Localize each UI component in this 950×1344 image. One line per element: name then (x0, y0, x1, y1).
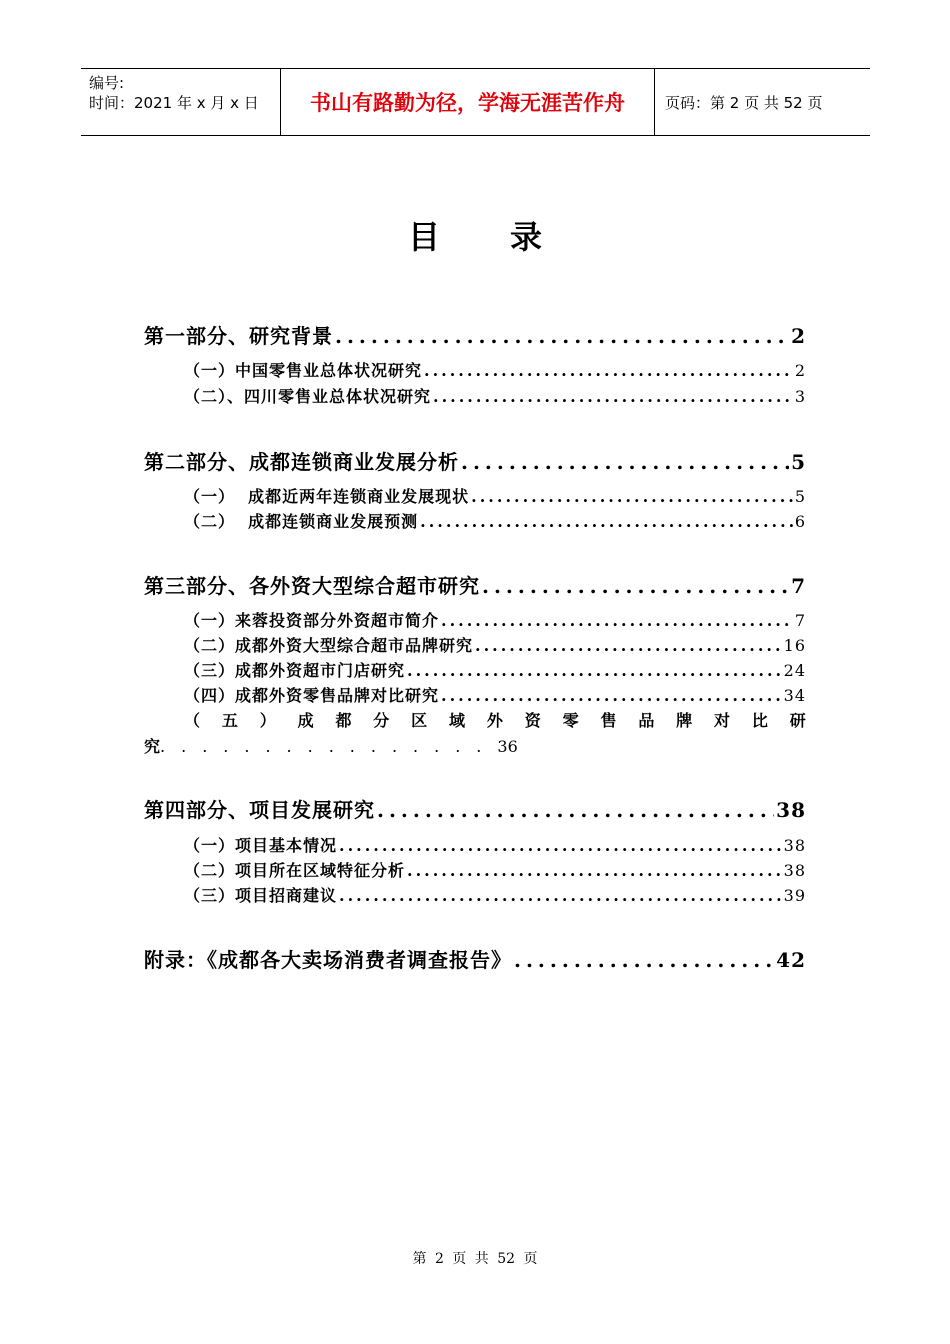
toc-item5-char: 售 (600, 711, 617, 730)
toc-leader (424, 361, 793, 380)
toc-item-label: （二） 成都连锁商业发展预测 (184, 512, 419, 531)
toc-item5-char: 分 (373, 711, 390, 730)
toc-leader (377, 798, 774, 822)
toc-item-page: 24 (783, 661, 806, 680)
toc-leader (335, 324, 789, 348)
toc-leader (441, 686, 782, 705)
toc-part3[interactable] (144, 570, 806, 599)
toc-item5-char: 牌 (676, 711, 693, 730)
toc-item-label: （二）、四川零售业总体状况研究 (184, 387, 432, 406)
toc-item-label: （三）项目招商建议 (184, 886, 338, 905)
toc-part2-page: 5 (791, 450, 806, 474)
toc-part4[interactable] (144, 794, 806, 823)
toc-item5-char: 对 (714, 711, 731, 730)
toc-item-page: 38 (783, 836, 806, 855)
toc-item-page: 7 (794, 611, 806, 630)
toc-appendix-label: 附录：《成都各大卖场消费者调查报告》 (144, 948, 512, 972)
toc-leader (482, 574, 789, 598)
toc-item5-char: 区 (411, 711, 428, 730)
toc-item[interactable] (184, 883, 806, 906)
toc-part2-label: 第二部分、成都连锁商业发展分析 (144, 450, 459, 474)
toc-item[interactable] (184, 484, 806, 507)
toc-item5-char: 五 (221, 711, 238, 730)
toc-part1-page: 2 (791, 324, 806, 348)
toc-item5-char: 零 (562, 711, 579, 730)
toc-leader (339, 836, 782, 855)
toc-item-page: 16 (783, 636, 806, 655)
toc-item[interactable] (184, 384, 806, 407)
toc-item-label: （二）项目所在区域特征分析 (184, 861, 406, 880)
toc-leader (407, 661, 782, 680)
toc-item5-char: 研 (789, 711, 806, 730)
toc-item-page: 6 (794, 512, 806, 531)
toc-appendix[interactable] (144, 944, 806, 973)
toc-item-page: 5 (794, 487, 806, 506)
toc-item5-cont: 究 (144, 737, 161, 756)
number-label: 编号: (89, 74, 125, 92)
toc-item-page: 39 (783, 886, 806, 905)
toc-item5-char: 域 (449, 711, 466, 730)
toc-item5-char: 成 (297, 711, 314, 730)
toc-item5-char: ） (259, 711, 276, 730)
toc-item5-char: 外 (486, 711, 503, 730)
header-page-info: 页码：第 2 页 共 52 页 (665, 93, 823, 112)
toc-item-label: （一）来蓉投资部分外资超市简介 (184, 611, 440, 630)
toc-item-label: （二）成都外资大型综合超市品牌研究 (184, 636, 474, 655)
time-label: 时间：2021 年 x 月 x 日 (89, 94, 259, 112)
toc-item[interactable] (184, 683, 806, 706)
toc-item-label: （三）成都外资超市门店研究 (184, 661, 406, 680)
toc-item-label: （一）中国零售业总体状况研究 (184, 361, 423, 380)
toc-item-label: （四）成都外资零售品牌对比研究 (184, 686, 440, 705)
toc-item[interactable] (184, 608, 806, 631)
toc-item5-char: 品 (638, 711, 655, 730)
header-motto: 书山有路勤为径，学海无涯苦作舟 (281, 69, 655, 135)
toc-leader (514, 948, 774, 972)
toc-item-page: 38 (783, 861, 806, 880)
toc-leader (420, 512, 793, 531)
toc-item[interactable] (184, 658, 806, 681)
toc-item5-line2[interactable] (144, 734, 518, 757)
toc-item-page: 34 (783, 686, 806, 705)
toc-part4-label: 第四部分、项目发展研究 (144, 798, 375, 822)
toc-item-label: （一）项目基本情况 (184, 836, 338, 855)
toc-item[interactable] (184, 858, 806, 881)
toc-item-page: 3 (794, 387, 806, 406)
toc-leader (471, 487, 793, 506)
toc-item5-char: 比 (751, 711, 768, 730)
toc-item[interactable] (184, 833, 806, 856)
toc-item[interactable] (184, 509, 806, 532)
toc-item-page: 2 (794, 361, 806, 380)
toc-part3-page: 7 (791, 574, 806, 598)
page-footer: 第 2 页 共 52 页 (412, 1251, 538, 1267)
toc-item5-char: 都 (335, 711, 352, 730)
toc-appendix-page: 42 (776, 948, 806, 972)
toc-leader (407, 861, 782, 880)
toc-part3-label: 第三部分、各外资大型综合超市研究 (144, 574, 480, 598)
toc-item5-page: 36 (497, 737, 518, 756)
toc-part1[interactable] (144, 320, 806, 349)
toc-item5-char: 资 (524, 711, 541, 730)
toc-part4-page: 38 (776, 798, 806, 822)
toc-item5-char: （ (184, 711, 201, 730)
toc-leader (475, 636, 782, 655)
toc-leader (441, 611, 793, 630)
toc-leader (433, 387, 793, 406)
toc-item-label: （一） 成都近两年连锁商业发展现状 (184, 487, 470, 506)
toc-leader (339, 886, 782, 905)
toc-item5-line1[interactable] (184, 708, 806, 731)
toc-part1-label: 第一部分、研究背景 (144, 324, 333, 348)
toc-part2[interactable] (144, 446, 806, 475)
toc-leader: ................ (160, 737, 498, 756)
toc-item[interactable] (184, 633, 806, 656)
toc-leader (461, 450, 789, 474)
page-title: 目录 (407, 218, 612, 256)
toc-item[interactable] (184, 358, 806, 381)
